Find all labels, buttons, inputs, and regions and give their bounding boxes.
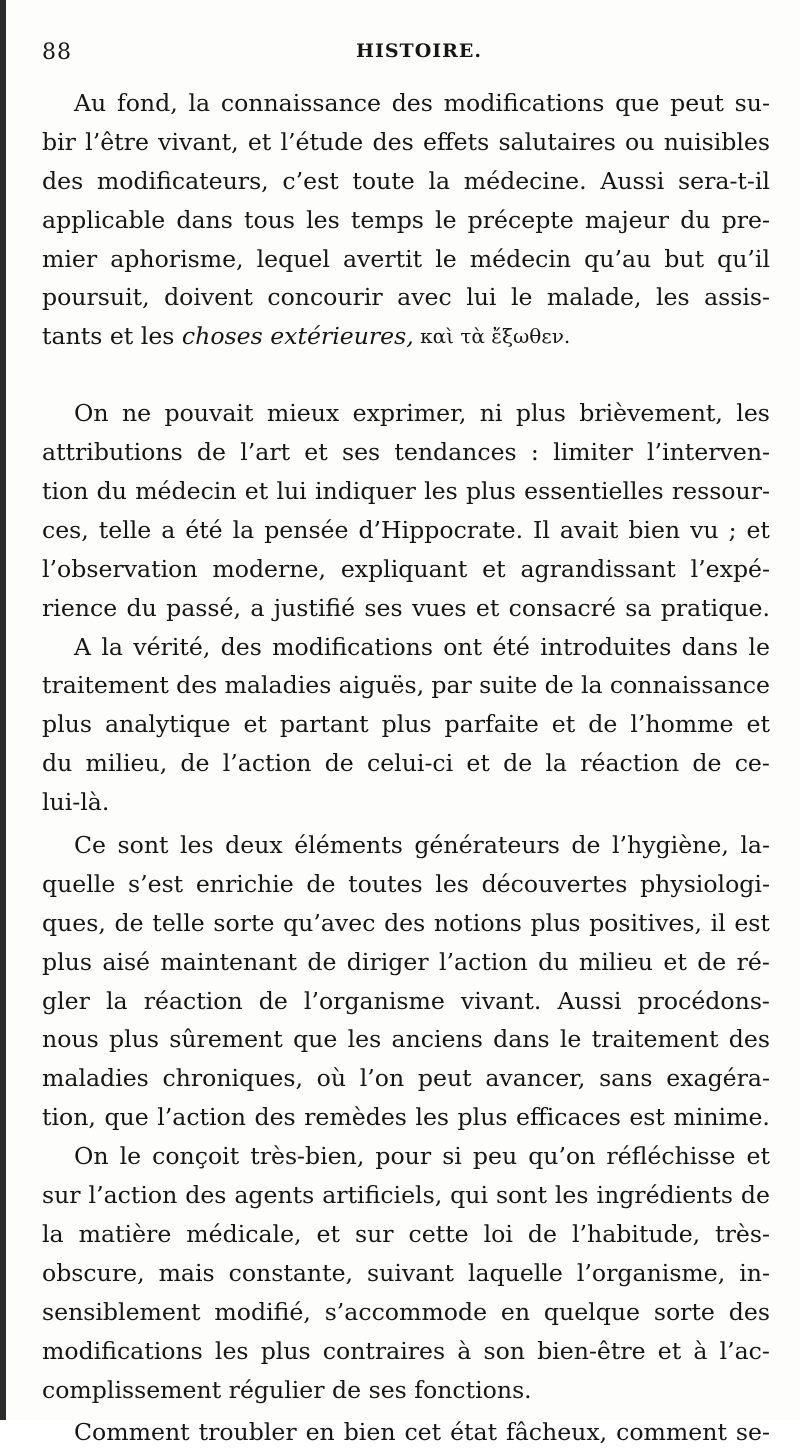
paragraph [42,394,770,627]
paragraph [42,826,770,1137]
paragraph [42,1413,770,1452]
text-line: rience du passé, a justifié ses vues et consacré sa pratique. [42,593,770,622]
text-line: nous plus sûrement que les anciens dans le traitement des [42,1025,770,1054]
text-line: lui-là. [42,788,110,817]
text-line: tion, que l’action des remèdes les plus efficaces est minime. [42,1103,770,1132]
text-line: On le conçoit très-bien, pour si peu qu’on réfléchisse et [74,1142,770,1171]
running-head [36,40,776,76]
text-line: plus analytique et partant plus parfaite et de l’homme et [42,710,770,739]
text-line: attributions de l’art et ses tendances : limiter l’interven- [42,438,770,467]
text-line: Comment troubler en bien cet état fâcheux, comment se- [74,1418,770,1447]
text-line: modifications les plus contraires à son bien-être et à l’ac- [42,1336,770,1365]
text-line: applicable dans tous les temps le précepte majeur du pre- [42,205,770,234]
text-line: Au fond, la connaissance des modifications que peut su- [74,89,770,117]
text-line: la matière médicale, et sur cette loi de l’habitude, très- [42,1219,770,1248]
text-line: sur l’action des agents artificiels, qui sont les ingrédients de [42,1181,770,1210]
text-line: tion du médecin et lui indiquer les plus essentielles ressour- [42,477,770,506]
italic-phrase: choses extérieures, [181,322,414,351]
text-line: plus aisé maintenant de diriger l’action du milieu et de ré- [42,947,770,976]
text-line: mier aphorisme, lequel avertit le médecin qu’au but qu’il [42,244,770,273]
text-line: ques, de telle sorte qu’avec des notions plus positives, il est [42,908,770,937]
text-line: A la vérité, des modifications ont été introduites dans le [74,632,770,661]
text-line: bir l’être vivant, et l’étude des effets salutaires ou nuisibles [42,127,770,156]
text-line: poursuit, doivent concourir avec lui le malade, les assis- [42,283,770,312]
text-line: Ce sont les deux éléments générateurs de l’hygiène, la- [74,831,770,860]
page-number: 88 [42,40,72,65]
text-line: du milieu, de l’action de celui-ci et de la réaction de ce- [42,749,770,778]
text-line: sensiblement modifié, s’accommode en quelque sorte des [42,1297,770,1326]
text-line: des modificateurs, c’est toute la médecine. Aussi sera-t-il [42,166,770,195]
greek-phrase: καὶ τὰ ἔξωθεν. [413,324,571,349]
text-line: obscure, mais constante, suivant laquelle l’organisme, in- [42,1258,770,1287]
body-text [42,84,770,1452]
text-line: gler la réaction de l’organisme vivant. Aussi procédons- [42,986,770,1015]
text-line: On ne pouvait mieux exprimer, ni plus brièvement, les [74,399,770,428]
paragraph [42,84,770,356]
paragraph [42,628,770,822]
text-line: quelle s’est enrichie de toutes les découvertes physiologi- [42,869,770,898]
text-line: maladies chroniques, où l’on peut avancer, sans exagéra- [42,1064,770,1093]
page-title: HISTOIRE. [356,40,483,62]
text-line: ces, telle a été la pensée d’Hippocrate. Il avait bien vu ; et [42,515,770,544]
text-line: l’observation moderne, expliquant et agrandissant l’expé- [42,554,770,583]
text-line: traitement des maladies aiguës, par suite de la connaissance [42,671,770,700]
text-line: complissement régulier de ses fonctions. [42,1375,532,1404]
text-line: tants et les choses extérieures, καὶ τὰ ἔξωθεν. [42,317,770,356]
paragraph [42,1137,770,1409]
